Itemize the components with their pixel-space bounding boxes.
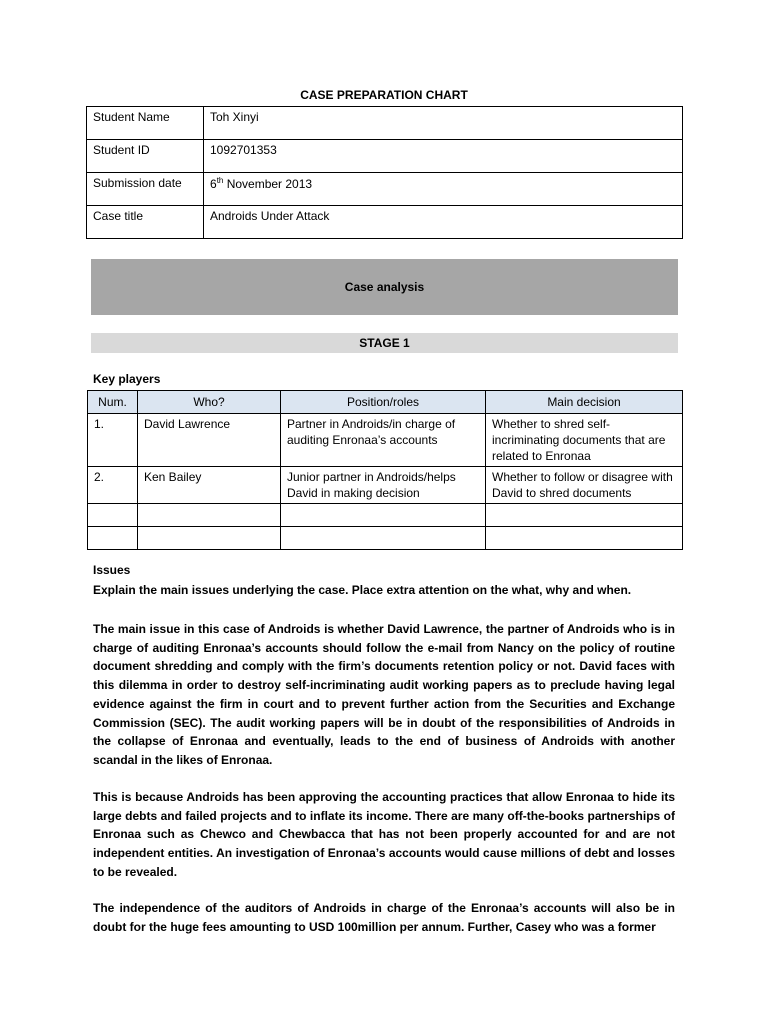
cell-role: Partner in Androids/in charge of auditing Enronaa’s accounts	[281, 414, 486, 467]
info-label: Student Name	[87, 107, 204, 140]
table-row	[88, 467, 683, 504]
key-players-heading: Key players	[93, 372, 161, 386]
stage-band	[91, 333, 678, 353]
issues-paragraph-2: This is because Androids has been approving the accounting practices that allow Enronaa to hide its large debts and failed projects and to inflate its income. There are many off-the-books partnerships of Enronaa such as Chewco and Chewbacca that has not been properly accounted for and are not independent entities. An investigation of Enronaa’s accounts would cause millions of debt and losses to be revealed.	[93, 790, 675, 879]
table-row-empty	[88, 527, 683, 550]
table-row	[88, 414, 683, 467]
info-value: Androids Under Attack	[204, 206, 683, 239]
date-day: 6	[210, 177, 217, 191]
info-label: Case title	[87, 206, 204, 239]
cell-who: David Lawrence	[138, 414, 281, 467]
info-value-date	[204, 173, 683, 206]
table-row	[87, 140, 683, 173]
info-label: Student ID	[87, 140, 204, 173]
info-label: Submission date	[87, 173, 204, 206]
cell-num: 2.	[88, 467, 138, 504]
cell-who: Ken Bailey	[138, 467, 281, 504]
stage-label: STAGE 1	[359, 336, 410, 350]
header-role: Position/roles	[281, 391, 486, 414]
cell-decision: Whether to follow or disagree with David to shred documents	[486, 467, 683, 504]
table-row	[87, 173, 683, 206]
info-value: Toh Xinyi	[204, 107, 683, 140]
page-title: CASE PREPARATION CHART	[300, 88, 468, 102]
student-info-table	[86, 106, 683, 239]
issues-paragraph-3: The independence of the auditors of Androids in charge of the Enronaa’s accounts will also be in doubt for the huge fees amounting to USD 100million per annum. Further, Casey who was a former	[93, 901, 675, 934]
table-row	[87, 206, 683, 239]
date-suffix: th	[216, 176, 224, 185]
header-decision: Main decision	[486, 391, 683, 414]
issues-heading: Issues	[93, 563, 131, 577]
case-analysis-band	[91, 259, 678, 315]
table-row	[87, 107, 683, 140]
header-num: Num.	[88, 391, 138, 414]
info-value: 1092701353	[204, 140, 683, 173]
issues-instruction: Explain the main issues underlying the case. Place extra attention on the what, why and when.	[93, 583, 632, 597]
table-header-row	[88, 391, 683, 414]
header-who: Who?	[138, 391, 281, 414]
key-players-table	[87, 390, 683, 550]
issues-paragraph-1: The main issue in this case of Androids is whether David Lawrence, the partner of Androids who is in charge of auditing Enronaa’s accounts should follow the e-mail from Nancy on the policy of routine document shredding and comply with the firm’s documents retention policy or not. David faces with this dilemma in order to destroy self-incriminating audit working papers as to preclude having legal evidence against the firm in court and to prevent further action from the Securities and Exchange Commission (SEC). The audit working papers will be in doubt of the responsibilities of Androids in the collapse of Enronaa and eventually, leads to the end of business of Androids with another scandal in the likes of Enronaa.	[93, 622, 675, 767]
cell-decision: Whether to shred self-incriminating documents that are related to Enronaa	[486, 414, 683, 467]
date-rest: November 2013	[223, 177, 313, 191]
table-row-empty	[88, 504, 683, 527]
case-analysis-label: Case analysis	[344, 280, 425, 294]
cell-num: 1.	[88, 414, 138, 467]
cell-role: Junior partner in Androids/helps David in making decision	[281, 467, 486, 504]
